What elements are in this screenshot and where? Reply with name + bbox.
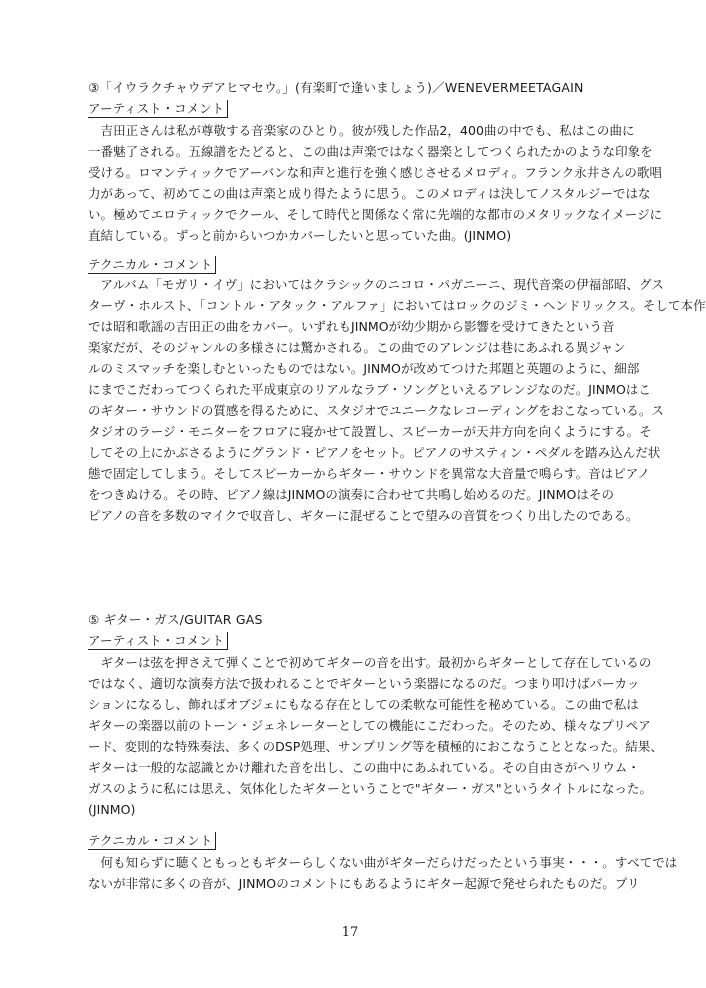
section-3-technical-comment-label: テクニカル・コメント [88,256,216,274]
text-line: アルバム「モガリ・イヴ」においてはクラシックのニコロ・パガニーニ、現代音楽の伊福部昭、グス [88,277,664,292]
text-line: い。極めてエロティックでクール、そして時代と関係なく常に先端的な都市のメタリックなイメージに [88,207,663,222]
text-line: ピアノの音を多数のマイクで収音し、ギターに混ぜることで望みの音質をつくり出したのである。 [88,508,639,523]
section-5-technical-comment [88,852,678,894]
section-5-technical-comment-label: テクニカル・コメント [88,832,216,850]
text-line: してその上にかぶさるようにグランド・ピアノをセット。ピアノのサスティン・ペダルを踏み込んだ状 [88,445,661,460]
text-line: 力があって、初めてこの曲は声楽と成り得たように思う。このメロディは決してノスタルジーではな [88,186,651,201]
section-3-artist-comment-label: アーティスト・コメント [88,100,228,118]
text-line: では昭和歌謡の吉田正の曲をカバー。いずれもJINMOが幼少期から影響を受けてきたという音 [88,319,615,334]
section-5-title: ⑤ ギター・ガス/GUITAR GAS [88,612,263,627]
text-line: 受ける。ロマンティックでアーバンな和声と進行を強く感じさせるメロディ。フランク永井さんの歌唱 [88,165,663,180]
text-line: 態で固定してしまう。そしてスピーカーからギター・サウンドを異常な大音量で鳴らす。音はピアノ [88,466,650,481]
text-line: ではなく、適切な演奏方法で扱われることでギターという楽器になるのだ。つまり叩けばパーカッ [88,676,640,691]
text-line: にまでこだわってつくられた平成東京のリアルなラブ・ソングといえるアレンジなのだ。JINMOはこ [88,382,651,397]
section-5-artist-comment-label: アーティスト・コメント [88,632,228,650]
text-line: ションになるし、飾ればオブジェにもなる存在としての柔軟な可能性を秘めている。この曲で私は [88,697,639,712]
section-5-artist-comment [88,652,663,820]
section-3-title: ③「イウラクチャウデアヒマセウ。」(有楽町で逢いましょう)／WENEVERMEETAGAIN [88,80,584,95]
text-line: のギター・サウンドの質感を得るために、スタジオでユニークなレコーディングをおこなっている。ス [88,403,664,418]
text-line: ガスのように私には思え、気体化したギターということで"ギター・ガス"というタイトルになった。 [88,781,653,796]
text-line: 楽家だが、そのジャンルの多様さには驚かされる。この曲でのアレンジは巷にあふれる異ジャン [88,340,626,355]
text-line: ギターの楽器以前のトーン・ジェネレーターとしての機能にこだわった。そのため、様々なプリペア [88,718,651,733]
text-line: 一番魅了される。五線譜をたどると、この曲は声楽ではなく器楽としてつくられたかのような印象を [88,144,653,159]
text-line: ルのミスマッチを楽しむといったものではない。JINMOが改めてつけた邦題と英題のように、細部 [88,361,640,376]
text-line: 直結している。ずっと前からいつかカバーしたいと思っていた曲。(JINMO) [88,228,512,243]
text-line: 何も知らずに聴くともっともギターらしくない曲がギターだらけだったという事実・・・。すべてでは [88,855,678,870]
text-line: ターヴ・ホルスト、「コントル・アタック・アルファ」においてはロックのジミ・ヘンドリックス。そして本作 [88,298,706,313]
text-line: ギターは一般的な認識とかけ離れた音を出し、この曲中にあふれている。その自由さがヘリウム・ [88,760,640,775]
text-line: ないが非常に多くの音が、JINMOのコメントにもあるようにギター起源で発せられたものだ。プリ [88,876,640,891]
section-3-technical-comment [88,274,706,526]
text-line: をつきぬける。その時、ピアノ線はJINMOの演奏に合わせて共鳴し始めるのだ。JINMOはその [88,487,614,502]
text-line: 吉田正さんは私が尊敬する音楽家のひとり。彼が残した作品2，400曲の中でも、私はこの曲に [88,123,635,138]
text-line: タジオのラージ・モニターをフロアに寝かせて設置し、スピーカーが天井方向を向くようにする。そ [88,424,652,439]
section-3-artist-comment [88,120,663,246]
text-line: ギターは弦を押さえて弾くことで初めてギターの音を出す。最初からギターとして存在しているの [88,655,652,670]
text-line: ード、変則的な特殊奏法、多くのDSP処理、サンプリング等を積極的におこなうこととなった。結果、 [88,739,663,754]
page-number: 17 [341,925,359,940]
text-line: (JINMO) [88,802,136,817]
